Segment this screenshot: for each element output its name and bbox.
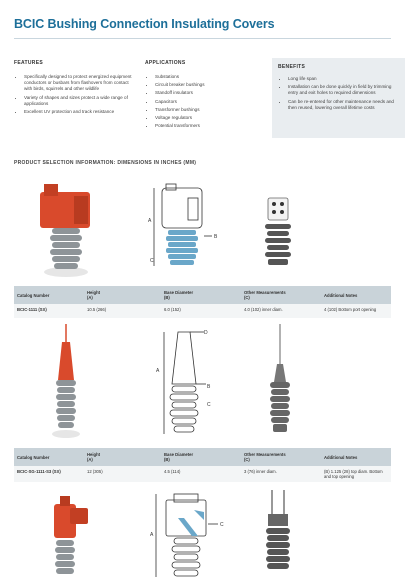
applications-column — [145, 60, 255, 131]
cell-base: 4.5 (114) — [161, 466, 241, 482]
benefit-item: • Installation can be done quickly in field by trimming entry and exit holes to required dimensions — [288, 84, 400, 96]
cell-height: 12 (305) — [84, 466, 161, 482]
cell-other: 4.0 (102) inner diam. — [241, 304, 321, 318]
dim-label-c: C — [207, 402, 211, 408]
cell-other: 3 (76) inner diam. — [241, 466, 321, 482]
application-item: • Transformer bushings — [155, 107, 255, 113]
features-column — [14, 60, 132, 117]
table-row — [14, 466, 391, 482]
dim-label-c: C — [220, 522, 224, 528]
header-height: Height (A) — [84, 286, 161, 304]
cell-base: 6.0 (152) — [161, 304, 241, 318]
dim-label-b: B — [214, 234, 218, 240]
header-catalog: Catalog Number — [14, 448, 84, 466]
product1-drawing — [142, 180, 224, 275]
table-row — [14, 304, 391, 318]
header-other: Other Measurements (C) — [241, 448, 321, 466]
feature-item: • Specifically designed to protect energized equipment conductors or busbars from flashovers from contact with birds, squirrels and other wildlife — [24, 74, 132, 93]
cell-catalog: BCIC-SG-1111-S3 (SX) — [14, 466, 84, 482]
product2-photo — [46, 322, 86, 440]
cell-height: 10.5 (266) — [84, 304, 161, 318]
application-item: • Capacitors — [155, 99, 255, 105]
cell-notes: (B) 1.125 (28) top diam. Bottom and top opening — [321, 466, 391, 482]
cell-notes: 4 (102) Bottom port opening — [321, 304, 391, 318]
features-heading: FEATURES — [14, 60, 43, 66]
title-rule — [14, 38, 391, 39]
header-base: Base Diameter (B) — [161, 448, 241, 466]
product2-drawing — [146, 322, 224, 440]
product1-insulator-photo — [258, 196, 298, 276]
header-notes: Additional Notes — [321, 448, 391, 466]
cell-catalog: BCIC-1111 (SX) — [14, 304, 84, 318]
dim-label-b: B — [207, 384, 211, 390]
header-catalog: Catalog Number — [14, 286, 84, 304]
application-item: • Substations — [155, 74, 255, 80]
application-item: • Circuit breaker bushings — [155, 82, 255, 88]
benefit-item: • Can be re-entered for other maintenance needs and then reused, lowering overall lifetime costs — [288, 99, 400, 111]
header-notes: Additional Notes — [321, 286, 391, 304]
dim-label-d: D — [204, 330, 208, 336]
header-other: Other Measurements (C) — [241, 286, 321, 304]
product3-insulator-photo — [258, 490, 298, 577]
application-item: • Voltage regulators — [155, 115, 255, 121]
benefits-box — [272, 58, 405, 138]
header-height: Height (A) — [84, 448, 161, 466]
product3-drawing — [146, 490, 232, 577]
dim-label-a: A — [156, 368, 160, 374]
product2-table — [14, 448, 391, 482]
product3-photo — [40, 490, 100, 577]
selection-heading: PRODUCT SELECTION INFORMATION: DIMENSIONS IN INCHES (MM) — [14, 160, 197, 166]
product1-table — [14, 286, 391, 318]
benefits-heading: BENEFITS — [278, 64, 306, 70]
dim-label-a: A — [148, 218, 152, 224]
product1-photo — [32, 180, 102, 280]
feature-item: • Excellent UV protection and track resistance — [24, 109, 132, 115]
application-item: • Standoff insulators — [155, 90, 255, 96]
applications-heading: APPLICATIONS — [145, 60, 186, 66]
dim-label-c: C — [150, 258, 154, 264]
product2-insulator-photo — [260, 322, 300, 440]
feature-item: • Variety of shapes and sizes protect a wide range of applications — [24, 95, 132, 107]
page-title: BCIC Bushing Connection Insulating Covers — [14, 17, 275, 31]
benefit-item: • Long life span — [288, 76, 400, 82]
header-base: Base Diameter (B) — [161, 286, 241, 304]
dim-label-a: A — [150, 532, 154, 538]
application-item: • Potential transformers — [155, 123, 255, 129]
